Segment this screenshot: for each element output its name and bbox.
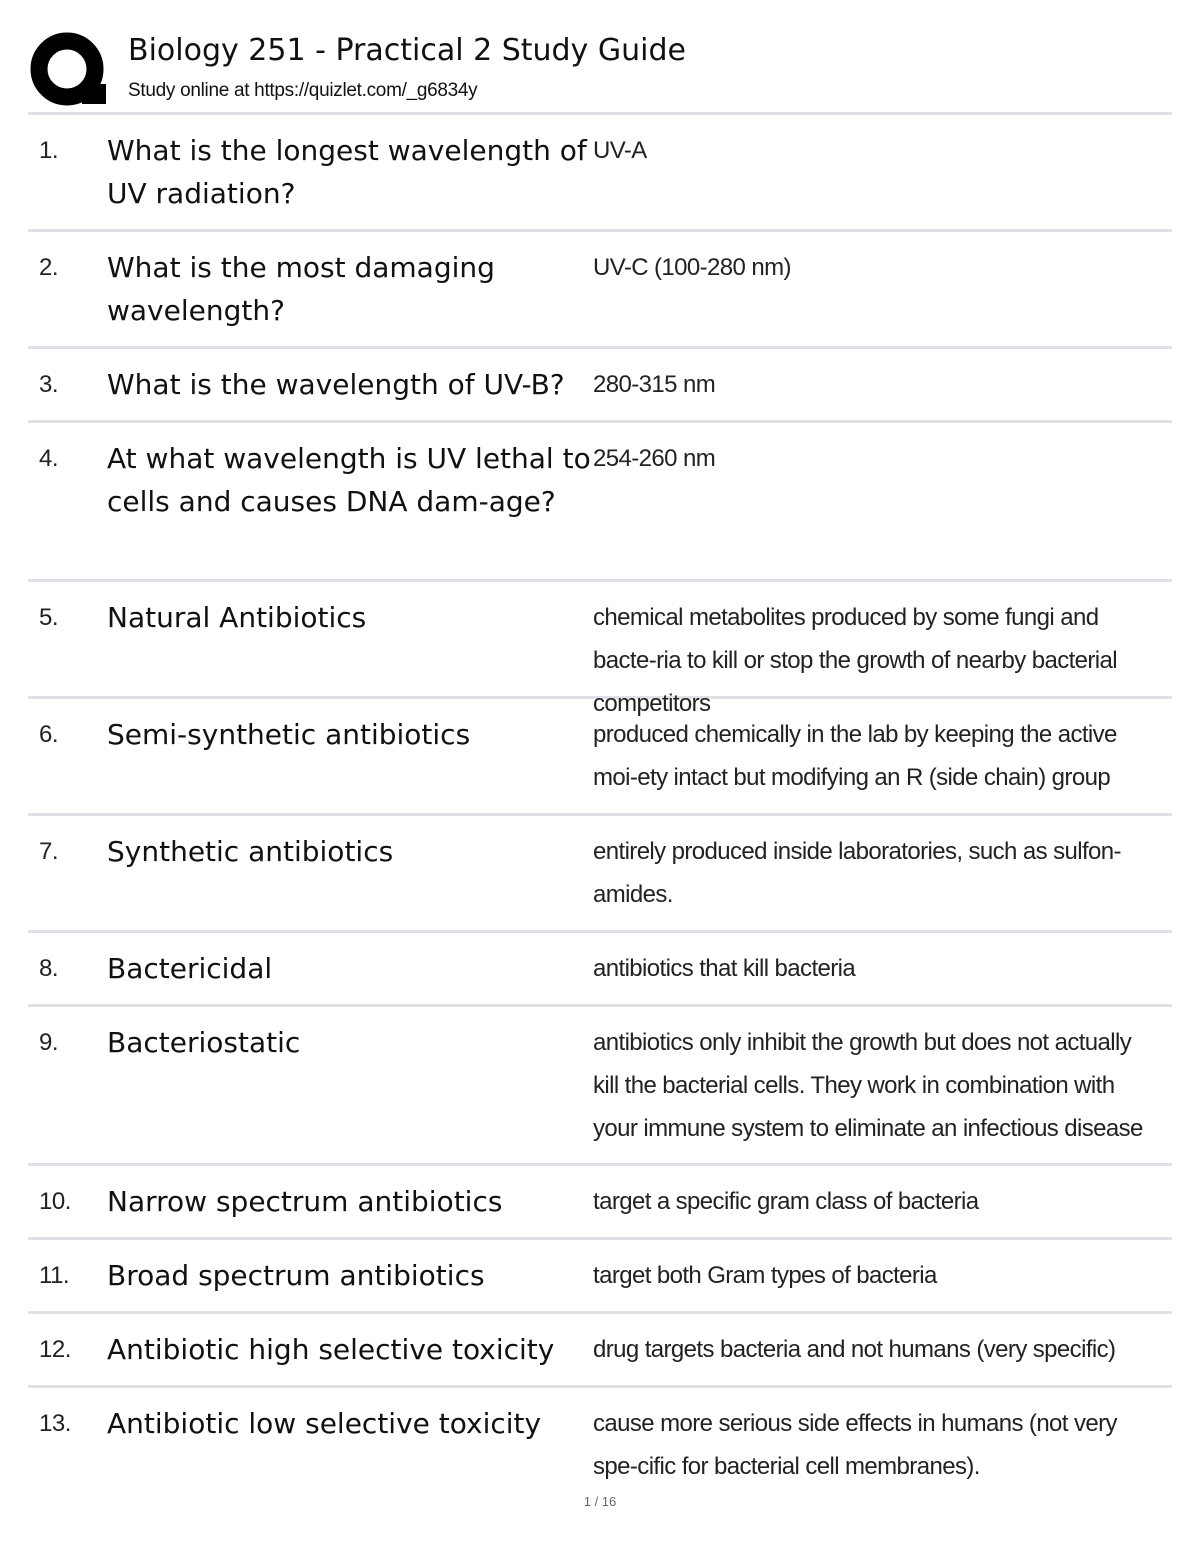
- card-number: 5.: [39, 604, 59, 631]
- card-term: Synthetic antibiotics: [107, 835, 394, 868]
- card-definition: target a specific gram class of bacteria: [593, 1188, 979, 1215]
- card-term: At what wavelength is UV lethal to cells and causes DNA dam-age?: [107, 442, 591, 518]
- flashcard-row: [28, 1163, 1172, 1237]
- flashcard-row: [28, 930, 1172, 1004]
- flashcard-list: [28, 112, 1172, 1487]
- card-definition: antibiotics that kill bacteria: [593, 955, 856, 982]
- card-definition: target both Gram types of bacteria: [593, 1262, 937, 1289]
- card-term: What is the longest wavelength of UV radiation?: [107, 134, 587, 210]
- flashcard-row: [28, 1311, 1172, 1385]
- card-number: 1.: [39, 137, 59, 164]
- card-number: 12.: [39, 1336, 71, 1363]
- card-definition: produced chemically in the lab by keeping the active moi-ety intact but modifying an R (side chain) group: [593, 721, 1117, 791]
- flashcard-row: [28, 112, 1172, 229]
- card-number: 6.: [39, 721, 59, 748]
- card-term: Semi-synthetic antibiotics: [107, 718, 471, 751]
- flashcard-row: [28, 1004, 1172, 1163]
- card-number: 10.: [39, 1188, 71, 1215]
- card-number: 3.: [39, 371, 59, 398]
- flashcard-row: [28, 696, 1172, 813]
- card-definition: cause more serious side effects in humans (not very spe-cific for bacterial cell membranes).: [593, 1410, 1117, 1480]
- card-number: 11.: [39, 1262, 70, 1289]
- card-number: 9.: [39, 1029, 59, 1056]
- card-definition: drug targets bacteria and not humans (very specific): [593, 1336, 1116, 1363]
- card-term: What is the most damaging wavelength?: [107, 251, 495, 327]
- card-definition: 254-260 nm: [593, 445, 716, 472]
- card-term: Natural Antibiotics: [107, 601, 367, 634]
- flashcard-row: [28, 1385, 1172, 1487]
- card-term: Antibiotic low selective toxicity: [107, 1407, 542, 1440]
- flashcard-row: [28, 1237, 1172, 1311]
- flashcard-row: [28, 813, 1172, 930]
- card-definition: UV-C (100-280 nm): [593, 254, 791, 281]
- flashcard-row: [28, 579, 1172, 717]
- study-online-link[interactable]: Study online at https://quizlet.com/_g6834y: [128, 80, 478, 101]
- flashcard-row: [28, 346, 1172, 420]
- card-number: 2.: [39, 254, 59, 281]
- card-definition: UV-A: [593, 137, 647, 164]
- card-term: Antibiotic high selective toxicity: [107, 1333, 555, 1366]
- page-number: 1 / 16: [583, 1494, 617, 1509]
- card-number: 4.: [39, 445, 59, 472]
- card-definition: antibiotics only inhibit the growth but does not actually kill the bacterial cells. They work in combination with your immune system to eliminate an infectious disease: [593, 1029, 1143, 1142]
- document-title: Biology 251 - Practical 2 Study Guide: [128, 33, 686, 68]
- card-definition: 280-315 nm: [593, 371, 716, 398]
- card-number: 7.: [39, 838, 59, 865]
- flashcard-row: [28, 229, 1172, 346]
- card-number: 13.: [39, 1410, 71, 1437]
- card-term: Bactericidal: [107, 952, 273, 985]
- card-definition: chemical metabolites produced by some fungi and bacte-ria to kill or stop the growth of nearby bacterial competitors: [593, 604, 1118, 717]
- quizlet-logo-icon: [30, 32, 108, 110]
- card-definition: entirely produced inside laboratories, such as sulfon-amides.: [593, 838, 1121, 908]
- page-header: [30, 28, 1172, 112]
- flashcard-row: [28, 420, 1172, 579]
- card-term: Bacteriostatic: [107, 1026, 301, 1059]
- card-number: 8.: [39, 955, 59, 982]
- card-term: What is the wavelength of UV-B?: [107, 368, 565, 401]
- card-term: Broad spectrum antibiotics: [107, 1259, 485, 1292]
- card-term: Narrow spectrum antibiotics: [107, 1185, 503, 1218]
